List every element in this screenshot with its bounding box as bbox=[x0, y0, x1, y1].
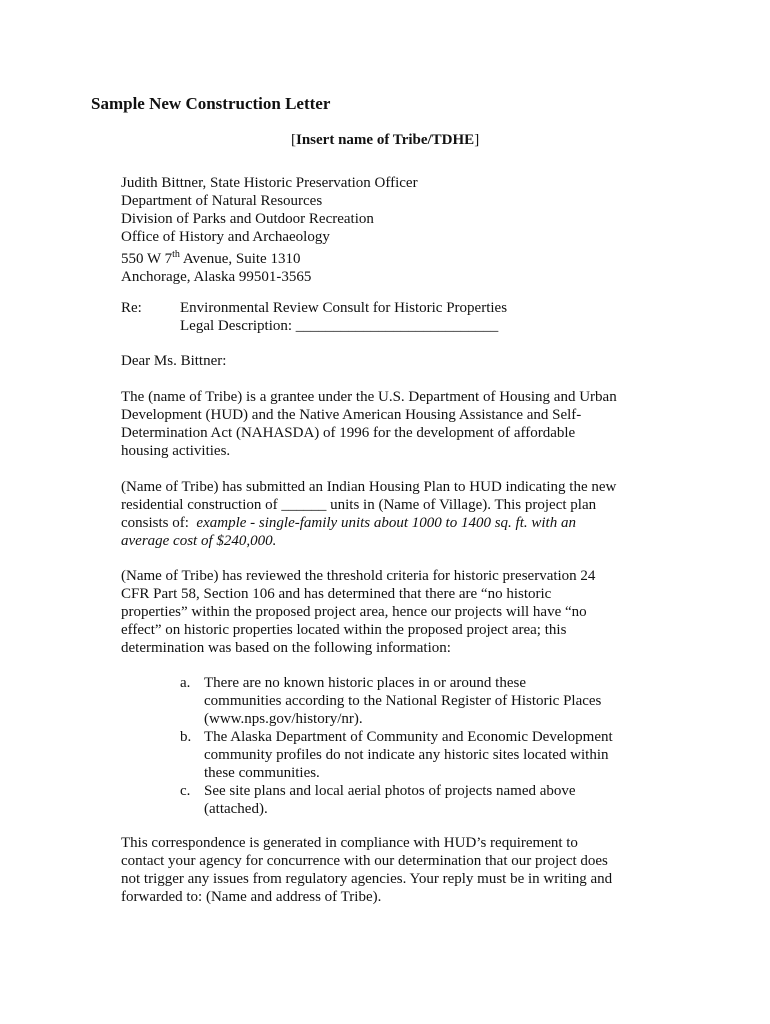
paragraph-line: This correspondence is generated in compliance with HUD’s requirement to bbox=[121, 835, 578, 851]
list-item-line: See site plans and local aerial photos of projects named above bbox=[204, 783, 576, 799]
paragraph-line: (Name of Tribe) has reviewed the threshold criteria for historic preservation 24 bbox=[121, 568, 596, 584]
list-item bbox=[180, 782, 613, 818]
list-item bbox=[180, 728, 613, 782]
paragraph-line: The (name of Tribe) is a grantee under the U.S. Department of Housing and Urban bbox=[121, 389, 617, 405]
example-text: example - single-family units about 1000 to 1400 sq. ft. with an bbox=[196, 515, 576, 531]
paragraph-intro bbox=[121, 388, 617, 460]
subtitle-bracket-open: [ bbox=[291, 132, 296, 148]
legal-description-line: Legal Description: ___________________________ bbox=[180, 318, 499, 334]
tribe-placeholder bbox=[291, 132, 479, 149]
paragraph-line: Development (HUD) and the Native American Housing Assistance and Self- bbox=[121, 407, 582, 423]
paragraph-line: residential construction of ______ units in (Name of Village). This project plan bbox=[121, 497, 597, 513]
paragraph-line bbox=[121, 532, 616, 550]
paragraph-line: forwarded to: (Name and address of Tribe). bbox=[121, 889, 382, 905]
list-item bbox=[180, 674, 613, 728]
paragraph-line: effect” on historic properties located within the proposed project area; this bbox=[121, 622, 567, 638]
re-label: Re: bbox=[121, 300, 142, 316]
evidence-list bbox=[180, 674, 613, 818]
paragraph-compliance bbox=[121, 834, 612, 906]
address-line: Judith Bittner, State Historic Preservation Officer bbox=[121, 175, 418, 191]
paragraph-line: contact your agency for concurrence with our determination that our project does bbox=[121, 853, 608, 869]
paragraph-line: (Name of Tribe) has submitted an Indian Housing Plan to HUD indicating the new bbox=[121, 479, 617, 495]
paragraph-line: determination was based on the following information: bbox=[121, 640, 451, 656]
paragraph-line bbox=[121, 514, 616, 532]
list-marker: c. bbox=[180, 783, 191, 799]
paragraph-line: properties” within the proposed project area, hence our projects will have “no bbox=[121, 604, 587, 620]
list-marker: b. bbox=[180, 729, 192, 745]
paragraph-determination bbox=[121, 567, 595, 657]
street-rest: Avenue, Suite 1310 bbox=[179, 251, 301, 267]
list-item-line: community profiles do not indicate any historic sites located within bbox=[204, 747, 609, 763]
list-marker: a. bbox=[180, 675, 191, 691]
paragraph-line: CFR Part 58, Section 106 and has determined that there are “no historic bbox=[121, 586, 552, 602]
street-number: 550 W 7 bbox=[121, 251, 173, 267]
list-item-line: (attached). bbox=[204, 801, 268, 817]
example-text: average cost of $240,000. bbox=[121, 533, 277, 549]
address-line: Division of Parks and Outdoor Recreation bbox=[121, 211, 374, 227]
salutation: Dear Ms. Bittner: bbox=[121, 353, 227, 369]
address-line: Office of History and Archaeology bbox=[121, 229, 330, 245]
recipient-address bbox=[121, 174, 418, 286]
document-title: Sample New Construction Letter bbox=[91, 94, 331, 113]
paragraph-housing-plan bbox=[121, 478, 616, 550]
ordinal-suffix: th bbox=[172, 249, 180, 260]
subtitle-text: Insert name of Tribe/TDHE bbox=[296, 132, 475, 148]
paragraph-line: housing activities. bbox=[121, 443, 231, 459]
paragraph-line: not trigger any issues from regulatory agencies. Your reply must be in writing and bbox=[121, 871, 613, 887]
address-line: Anchorage, Alaska 99501-3565 bbox=[121, 269, 312, 285]
list-item-line: (www.nps.gov/history/nr). bbox=[204, 711, 363, 727]
address-line bbox=[121, 246, 418, 268]
address-line: Department of Natural Resources bbox=[121, 193, 323, 209]
paragraph-line: Determination Act (NAHASDA) of 1996 for the development of affordable bbox=[121, 425, 576, 441]
subject-line: Environmental Review Consult for Historic Properties bbox=[180, 300, 508, 316]
list-item-line: communities according to the National Register of Historic Places bbox=[204, 693, 602, 709]
list-item-line: The Alaska Department of Community and Economic Development bbox=[204, 729, 613, 745]
list-item-line: these communities. bbox=[204, 765, 320, 781]
list-item-line: There are no known historic places in or around these bbox=[204, 675, 526, 691]
consists-of-label: consists of: bbox=[121, 515, 197, 531]
subtitle-bracket-close: ] bbox=[474, 132, 480, 148]
